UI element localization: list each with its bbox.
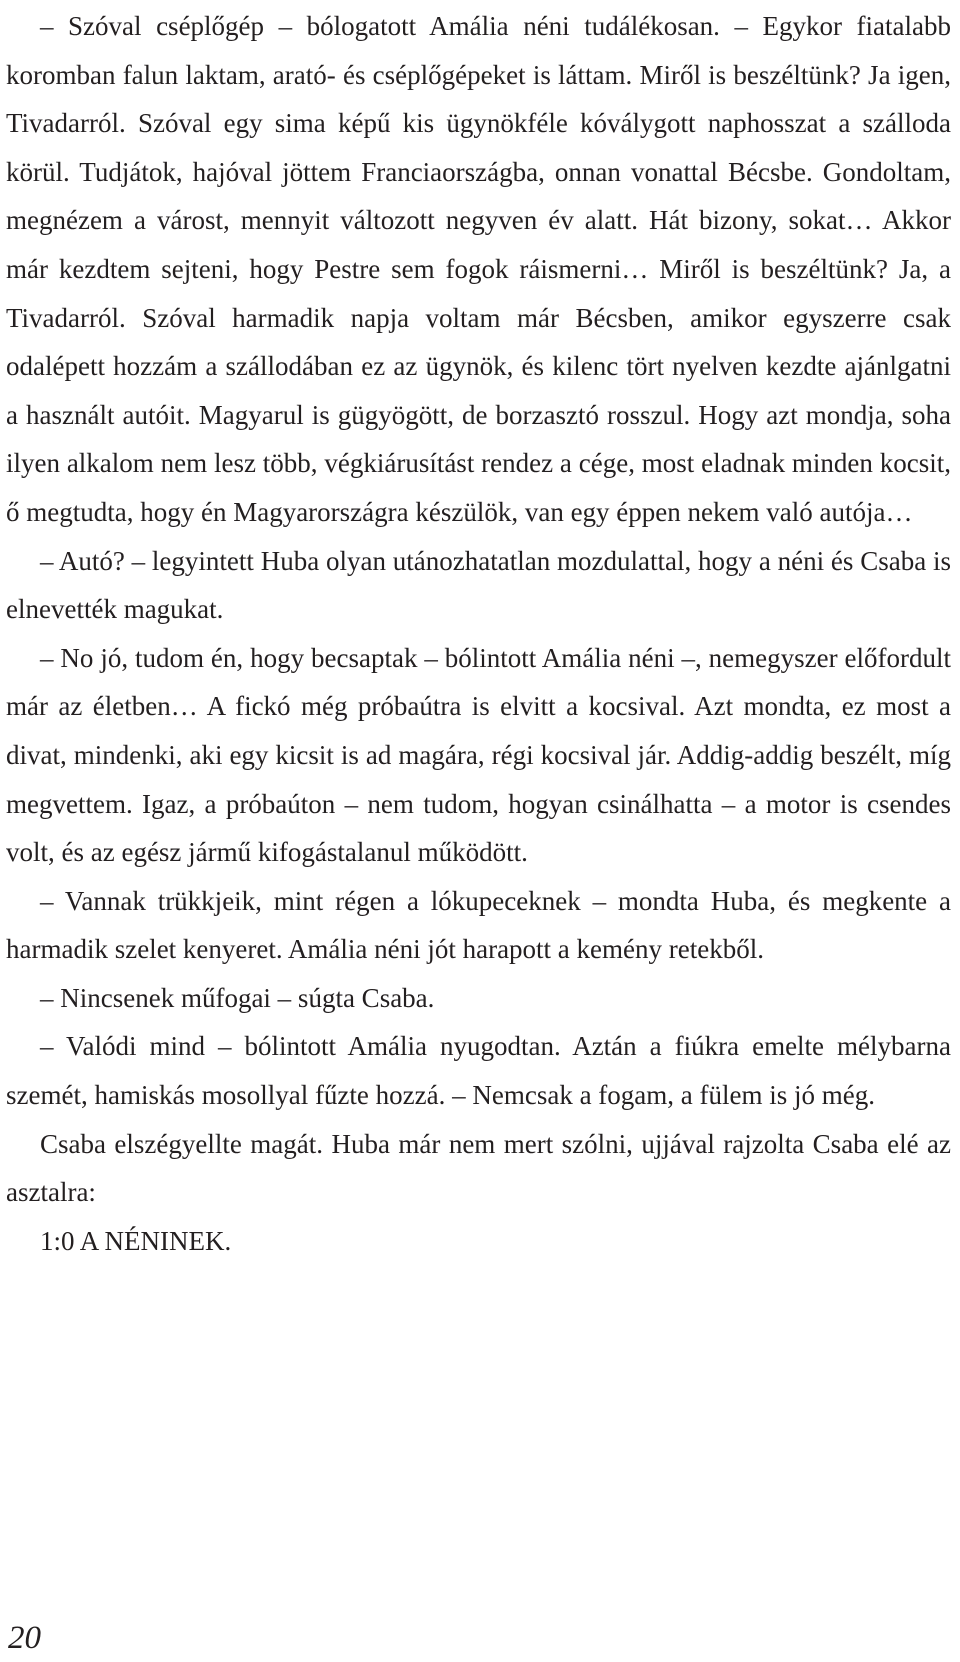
paragraph: – Nincsenek műfogai – súgta Csaba. [40, 982, 435, 1013]
paragraph: – Szóval cséplőgép – bólogatott Amália néni tudálékosan. – Egykor fiatalabb koromban falun laktam, arató- és cséplőgépeket is láttam. Miről is beszéltünk? Ja igen, Tivadarról. Szóval egy sima képű kis ügynökféle kóválygott naphosszat a szálloda körül. Tudjátok, hajóval jöttem Franciaországba, onnan vonattal Bécsbe. Gondoltam, megnézem a várost, mennyit változott negyven év alatt. Hát bizony, sokat… Akkor már kezdtem sejteni, hogy Pestre sem fogok ráismerni… Miről is beszéltünk? Ja, a Tivadarról. Szóval harmadik napja voltam már Bécsben, amikor egyszerre csak odalépett hozzám a szállodában ez az ügynök, és kilenc tört nyelven kezdte ajánlgatni a használt autóit. Magyarul is gügyögött, de borzasztó rosszul. Hogy azt mondja, soha ilyen alkalom nem lesz több, végkiárusítást rendez a cége, most eladnak minden kocsit, ő megtudta, hogy én Magyarországra készülök, van egy éppen nekem való autója… [6, 11, 951, 527]
paragraph: Csaba elszégyellte magát. Huba már nem mert szólni, ujjával rajzolta Csaba elé az asztalra: [6, 1128, 951, 1208]
paragraph: 1:0 A NÉNINEK. [40, 1225, 232, 1256]
paragraph: – No jó, tudom én, hogy becsaptak – bólintott Amália néni –, nemegyszer előfordult már az életben… A fickó még próbaútra is elvitt a kocsival. Azt mondta, ez most a divat, mindenki, aki egy kicsit is ad magára, régi kocsival jár. Addig-addig beszélt, míg megvettem. Igaz, a próbaúton – nem tudom, hogyan csinálhatta – a motor is csendes volt, és az egész jármű kifogástalanul működött. [6, 642, 951, 868]
body-text [6, 2, 951, 1265]
paragraph: – Valódi mind – bólintott Amália nyugodtan. Aztán a fiúkra emelte mélybarna szemét, hamiskás mosollyal fűzte hozzá. – Nemcsak a fogam, a fülem is jó még. [6, 1031, 951, 1111]
page-number: 20 [8, 1620, 41, 1656]
paragraph: – Autó? – legyintett Huba olyan utánozhatatlan mozdulattal, hogy a néni és Csaba is elnevették magukat. [6, 545, 951, 625]
paragraph: – Vannak trükkjeik, mint régen a lókupeceknek – mondta Huba, és megkente a harmadik szelet kenyeret. Amália néni jót harapott a kemény retekből. [6, 885, 951, 965]
